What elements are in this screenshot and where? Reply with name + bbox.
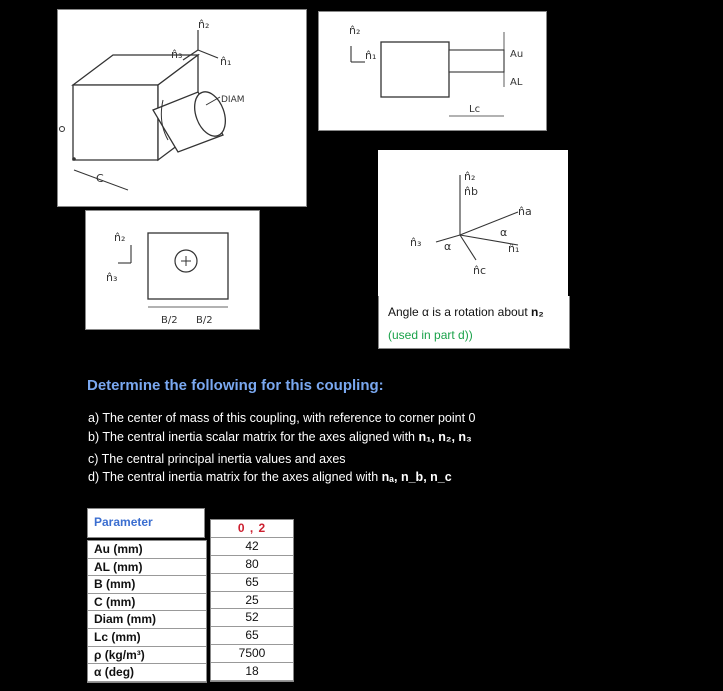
n3-label-front: n̂₃ bbox=[106, 271, 118, 284]
corner-point bbox=[72, 157, 76, 161]
front-view-panel bbox=[85, 210, 260, 330]
angle-axis: n₂ bbox=[531, 305, 544, 319]
question-d-text: d) The central inertia matrix for the axes aligned with bbox=[88, 470, 379, 484]
na-label: n̂a bbox=[518, 205, 532, 218]
value-alpha: 18 bbox=[211, 663, 293, 681]
nc-axis bbox=[460, 235, 476, 260]
param-al: AL (mm) bbox=[88, 559, 206, 577]
shaft-side bbox=[449, 50, 504, 72]
lc-label: Lc bbox=[469, 104, 481, 115]
value-al: 80 bbox=[211, 556, 293, 574]
value-lc: 65 bbox=[211, 627, 293, 645]
value-column bbox=[210, 519, 294, 682]
value-c: 25 bbox=[211, 592, 293, 610]
rotated-axes-panel bbox=[378, 150, 568, 296]
b-half-label-2: B/2 bbox=[196, 315, 213, 326]
rotated-axes-sketch bbox=[378, 150, 568, 296]
isometric-sketch-panel bbox=[57, 9, 307, 207]
side-view-sketch bbox=[319, 12, 546, 130]
alpha-label-1: α bbox=[500, 226, 508, 239]
question-d-axes: nₐ, n_b, n_c bbox=[381, 470, 452, 484]
section-heading: Determine the following for this coupling: bbox=[87, 377, 384, 394]
diam-label: DIAM bbox=[221, 95, 245, 105]
n1-label-rot: n̂₁ bbox=[508, 242, 520, 255]
question-b-axes: n₁, n₂, n₃ bbox=[418, 430, 472, 444]
n2-label-side: n̂₂ bbox=[349, 24, 361, 37]
n3-label: n̂₃ bbox=[171, 48, 183, 61]
c-label: C bbox=[96, 172, 104, 185]
angle-text: Angle α is a rotation about bbox=[388, 305, 528, 319]
block-side bbox=[381, 42, 449, 97]
cube-front-face bbox=[73, 85, 158, 160]
au-label: Au bbox=[510, 49, 524, 60]
param-diam: Diam (mm) bbox=[88, 611, 206, 629]
angle-description bbox=[388, 305, 544, 319]
al-label: AL bbox=[510, 77, 523, 88]
value-rho: 7500 bbox=[211, 645, 293, 663]
side-view-panel bbox=[318, 11, 547, 131]
b-half-label-1: B/2 bbox=[161, 315, 178, 326]
value-au: 42 bbox=[211, 538, 293, 556]
nb-label: n̂b bbox=[464, 185, 478, 198]
n1-label: n̂₁ bbox=[220, 55, 232, 68]
param-c: C (mm) bbox=[88, 594, 206, 612]
n2-label: n̂₂ bbox=[198, 18, 210, 31]
param-alpha: α (deg) bbox=[88, 664, 206, 682]
n2-label-axes: n̂₂ bbox=[464, 170, 476, 183]
parameter-header: Parameter bbox=[87, 508, 205, 538]
param-rho: ρ (kg/m³) bbox=[88, 647, 206, 665]
param-b: B (mm) bbox=[88, 576, 206, 594]
n2-label-front: n̂₂ bbox=[114, 231, 126, 244]
n3-label-rot: n̂₃ bbox=[410, 236, 422, 249]
n1-label-side: n̂₁ bbox=[365, 49, 377, 62]
angle-note-panel bbox=[378, 296, 570, 349]
question-b bbox=[88, 430, 472, 444]
question-b-text: b) The central inertia scalar matrix for the axes aligned with bbox=[88, 430, 416, 444]
parameter-list bbox=[87, 540, 207, 683]
question-d bbox=[88, 470, 452, 484]
nc-label: n̂c bbox=[473, 264, 487, 277]
question-c: c) The central principal inertia values and axes bbox=[88, 452, 346, 466]
angle-note: (used in part d)) bbox=[388, 328, 473, 342]
value-b: 65 bbox=[211, 574, 293, 592]
n1-axis bbox=[198, 50, 218, 58]
isometric-sketch bbox=[58, 10, 306, 206]
param-au: Au (mm) bbox=[88, 541, 206, 559]
alpha-label-2: α bbox=[444, 240, 452, 253]
origin-point bbox=[60, 127, 65, 132]
front-view-sketch bbox=[86, 211, 259, 329]
value-diam: 52 bbox=[211, 609, 293, 627]
na-axis bbox=[460, 212, 518, 235]
question-a: a) The center of mass of this coupling, with reference to corner point 0 bbox=[88, 411, 476, 425]
param-lc: Lc (mm) bbox=[88, 629, 206, 647]
value-header: 0 , 2 bbox=[211, 520, 293, 538]
